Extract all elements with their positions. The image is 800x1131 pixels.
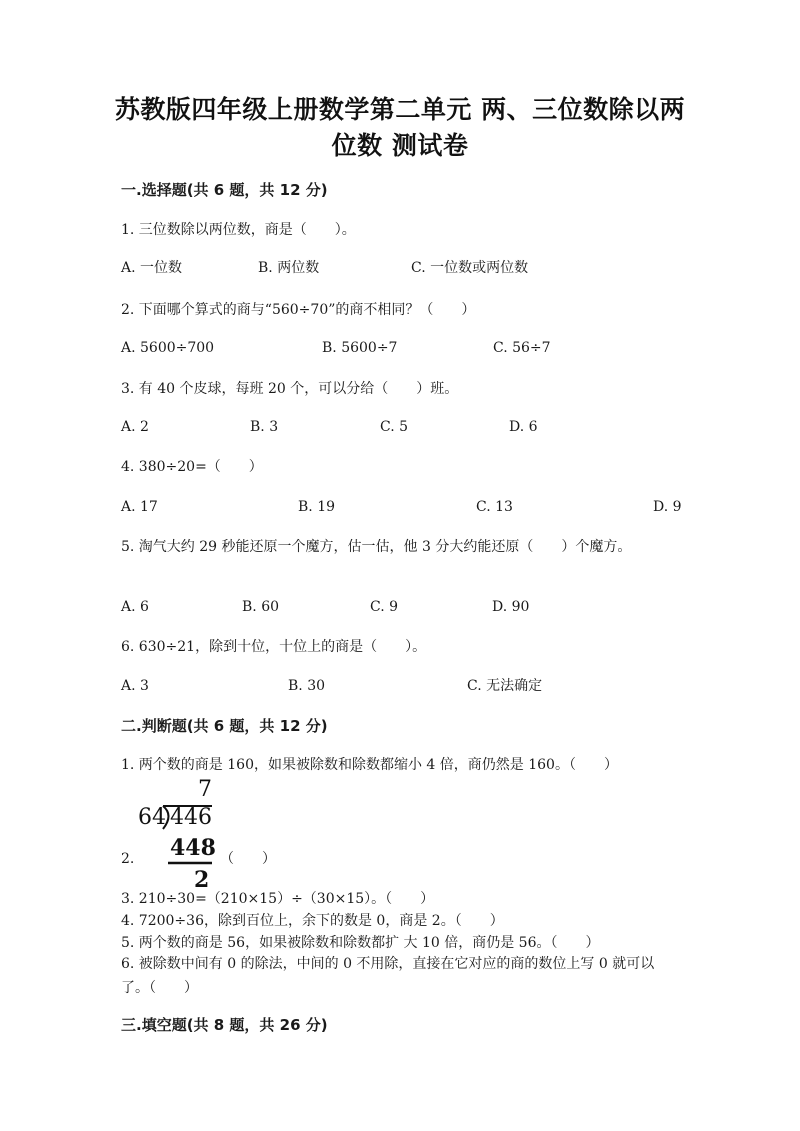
choice-question-2: 2. 下面哪个算式的商与“560÷70”的商不相同？（ ） xyxy=(121,302,476,318)
choice-5-option-d: D. 90 xyxy=(492,599,530,615)
choice-1-option-a: A. 一位数 xyxy=(121,260,183,276)
title-line-2: 位数 测试卷 xyxy=(331,131,469,160)
choice-question-6: 6. 630÷21，除到十位，十位上的商是（ ）。 xyxy=(121,639,427,655)
section-heading-choice: 一.选择题(共 6 题，共 12 分) xyxy=(121,181,328,199)
choice-question-1: 1. 三位数除以两位数，商是（ ）。 xyxy=(121,222,356,238)
choice-3-option-a: A. 2 xyxy=(121,419,149,435)
long-division-figure xyxy=(130,776,240,896)
section-heading-judge: 二.判断题(共 6 题，共 12 分) xyxy=(121,717,328,735)
choice-2-option-c: C. 56÷7 xyxy=(493,340,551,356)
choice-4-option-c: C. 13 xyxy=(476,499,513,515)
choice-6-option-b: B. 30 xyxy=(288,678,326,694)
title-line-1: 苏教版四年级上册数学第二单元 两、三位数除以两 xyxy=(114,95,686,124)
page-title xyxy=(100,92,700,164)
ld-remainder: 2 xyxy=(194,867,210,893)
ld-quotient: 7 xyxy=(198,777,212,802)
judge-question-3: 3. 210÷30=（210×15）÷（30×15）。（ ） xyxy=(121,891,435,907)
judge-question-1: 1. 两个数的商是 160，如果被除数和除数都缩小 4 倍，商仍然是 160。（ ） xyxy=(121,757,618,773)
choice-2-option-a: A. 5600÷700 xyxy=(121,340,215,356)
choice-1-option-b: B. 两位数 xyxy=(258,260,320,276)
choice-4-option-a: A. 17 xyxy=(121,499,158,515)
choice-4-option-d: D. 9 xyxy=(653,499,682,515)
choice-question-5: 5. 淘气大约 29 秒能还原一个魔方，估一估，他 3 分大约能还原（ ）个魔方。 xyxy=(121,539,632,555)
judge-question-5: 5. 两个数的商是 56，如果被除数和除数都扩 大 10 倍，商仍是 56。（ ） xyxy=(121,935,600,951)
ld-product: 448 xyxy=(170,835,216,861)
choice-1-option-c: C. 一位数或两位数 xyxy=(411,260,529,276)
choice-5-option-c: C. 9 xyxy=(370,599,399,615)
choice-6-option-c: C. 无法确定 xyxy=(467,678,543,694)
judge-question-2-number: 2. xyxy=(121,851,135,867)
choice-6-option-a: A. 3 xyxy=(121,678,149,694)
choice-question-3: 3. 有 40 个皮球，每班 20 个，可以分给（ ）班。 xyxy=(121,381,459,397)
ld-dividend: 446 xyxy=(170,805,212,830)
choice-4-option-b: B. 19 xyxy=(298,499,336,515)
judge-question-4: 4. 7200÷36，除到百位上，余下的数是 0，商是 2。（ ） xyxy=(121,913,504,929)
choice-3-option-d: D. 6 xyxy=(509,419,538,435)
section-heading-fill: 三.填空题(共 8 题，共 26 分) xyxy=(121,1016,328,1034)
choice-question-4: 4. 380÷20=（ ） xyxy=(121,459,263,475)
judge-question-6: 6. 被除数中间有 0 的除法，中间的 0 不用除，直接在它对应的商的数位上写 0 就可以了。（ ） xyxy=(121,956,655,996)
choice-5-option-b: B. 60 xyxy=(242,599,280,615)
judge-question-2-blank: （ ） xyxy=(220,851,276,867)
choice-3-option-b: B. 3 xyxy=(250,419,279,435)
choice-5-option-a: A. 6 xyxy=(121,599,149,615)
choice-3-option-c: C. 5 xyxy=(380,419,409,435)
choice-2-option-b: B. 5600÷7 xyxy=(322,340,398,356)
ld-divisor: 64 xyxy=(138,805,166,830)
